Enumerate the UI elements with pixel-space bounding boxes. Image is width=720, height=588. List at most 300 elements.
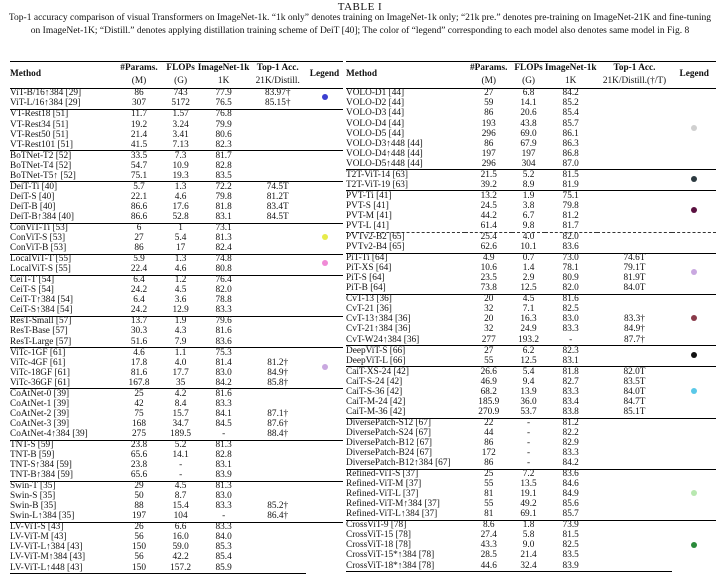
acc-21k-cell: 84.0T <box>623 283 646 294</box>
acc-21k-cell <box>249 563 306 574</box>
acc-21k-cell <box>249 265 306 276</box>
flops-cell: 743 <box>173 88 188 99</box>
method-cell: LV-ViT-L↑384 [43] <box>10 542 83 553</box>
flops-cell: 35 <box>175 377 186 388</box>
acc-21k-cell <box>597 191 673 202</box>
acc-1k-cell: 82.0 <box>215 285 232 296</box>
params-cell: 27 <box>484 88 494 99</box>
acc-21k-cell <box>597 561 673 572</box>
method-cell: LV-ViT-M [43] <box>10 532 67 543</box>
acc-1k-cell: 81.7 <box>562 220 579 231</box>
table-row <box>346 284 716 295</box>
table-row <box>10 409 343 419</box>
table-row <box>346 551 716 561</box>
acc-21k-cell: 85.1T <box>623 406 646 417</box>
acc-1k-cell: 85.4 <box>562 108 579 119</box>
method-cell: Swin-B [35] <box>10 501 57 512</box>
legend-cell <box>306 317 343 348</box>
acc-1k-cell: 78.1 <box>562 263 579 274</box>
flops-cell: 4.3 <box>174 326 187 337</box>
params-cell: 50 <box>134 491 144 502</box>
table-row <box>10 368 343 378</box>
method-cell: ConViT-S [53] <box>10 233 66 244</box>
legend-dot <box>322 364 328 370</box>
method-cell: CoAtNet-2 [39] <box>10 408 70 419</box>
acc-21k-cell: 83.3† <box>624 314 645 325</box>
acc-21k-cell <box>597 459 673 470</box>
acc-1k-cell: 85.6 <box>562 499 579 510</box>
acc-1k-cell: 84.9 <box>562 489 579 500</box>
params-cell: 23.5 <box>480 273 497 284</box>
method-cell: PVTv2-B4 [65] <box>346 242 405 253</box>
flops-cell: 14.1 <box>172 450 189 461</box>
flops-cell: - <box>179 460 183 471</box>
method-cell: Swin-L↑384 [35] <box>10 511 75 522</box>
params-cell: 5.9 <box>115 254 164 265</box>
acc-21k-cell <box>597 418 673 429</box>
acc-1k-cell: 75.1 <box>545 191 597 202</box>
params-cell: 43.3 <box>480 540 497 551</box>
acc-21k-cell: 87.1† <box>267 408 289 419</box>
params-cell: 27 <box>465 346 512 357</box>
acc-21k-cell <box>249 399 306 409</box>
method-cell: VOLO-D3↑448 [44] <box>346 138 423 149</box>
params-cell: 277 <box>481 334 496 345</box>
method-cell: ConViT-Ti [53] <box>10 223 115 234</box>
acc-1k-cell: 84.5 <box>215 418 232 429</box>
table-row <box>10 213 343 224</box>
acc-21k-cell <box>249 171 306 182</box>
flops-cell: 1.57 <box>163 110 197 121</box>
method-cell: BoTNet-T5↑ [52] <box>10 170 76 181</box>
params-cell: 270.9 <box>478 406 500 417</box>
legend-dot <box>322 234 328 240</box>
method-cell: CaiT-XS-24 [42] <box>346 367 465 378</box>
acc-1k-cell: 82.2 <box>562 427 579 438</box>
flops-cell: 15.4 <box>172 501 189 512</box>
flops-cell: 6.2 <box>512 346 545 357</box>
acc-1k-cell: 83.3 <box>562 386 579 397</box>
table-row <box>10 130 343 140</box>
acc-1k-cell: 85.9 <box>198 563 250 574</box>
params-cell: 197 <box>481 148 496 159</box>
acc-1k-cell: 83.3 <box>215 501 232 512</box>
acc-21k-cell <box>249 234 306 244</box>
flops-cell: 1.9 <box>512 191 545 202</box>
flops-cell: 1.9 <box>163 317 197 328</box>
acc-21k-cell: 84.0T <box>623 386 646 397</box>
acc-21k-cell <box>249 461 306 471</box>
acc-21k-cell: 85.8† <box>267 377 289 388</box>
flops-cell: 4.2 <box>163 389 197 400</box>
table-row <box>10 182 343 193</box>
params-cell: 32 <box>484 324 494 335</box>
method-cell: PVT-S [41] <box>346 200 389 211</box>
flops-cell: 69.0 <box>520 128 537 139</box>
method-cell: DeepViT-S [66] <box>346 346 465 357</box>
header-legend: Legend <box>679 69 709 80</box>
method-cell: PiT-XS [64] <box>346 263 392 274</box>
acc-1k-cell: 83.0 <box>215 491 232 502</box>
acc-1k-cell: 83.9 <box>545 561 597 572</box>
params-cell: 24.2 <box>130 305 148 316</box>
acc-1k-cell: 81.3 <box>198 481 250 492</box>
acc-1k-cell: 83.6 <box>562 242 579 253</box>
flops-cell: 2.9 <box>522 273 535 284</box>
method-cell: BoTNet-T4 [52] <box>10 160 72 171</box>
acc-1k-cell: 86.3 <box>562 138 579 149</box>
table-row <box>10 171 343 182</box>
params-cell: 20 <box>465 294 512 305</box>
acc-21k-cell: 85.2† <box>267 501 289 512</box>
params-cell: 22.4 <box>130 264 148 275</box>
acc-21k-cell <box>249 254 306 265</box>
method-cell: ResT-Base [57] <box>10 326 68 337</box>
acc-21k-cell <box>249 553 306 563</box>
acc-1k-cell: 83.0 <box>215 367 232 378</box>
params-cell: 6 <box>115 223 164 234</box>
flops-cell: 5172 <box>171 98 190 109</box>
flops-cell: 5.2 <box>163 440 197 451</box>
flops-cell: 17 <box>175 243 186 254</box>
method-cell: ResT-Large [57] <box>10 336 72 347</box>
method-cell: CeiT-T↑384 [54] <box>10 295 73 306</box>
params-cell: 55 <box>484 499 494 510</box>
acc-21k-cell <box>597 202 673 212</box>
table-row <box>346 191 716 202</box>
legend-cell <box>672 294 716 345</box>
acc-1k-cell: 84.0 <box>215 532 232 543</box>
acc-1k-cell: 81.6 <box>198 389 250 400</box>
table-row <box>346 459 716 470</box>
method-cell: ConViT-B [53] <box>10 243 67 254</box>
legend-dot <box>691 542 697 548</box>
method-cell: ViT-L/16↑384 [29] <box>10 98 81 109</box>
method-cell: CrossViT-18 [78] <box>346 540 411 551</box>
flops-cell: 4.0 <box>174 357 187 368</box>
params-cell: 44.6 <box>465 561 512 572</box>
flops-cell: 4.0 <box>512 232 545 243</box>
acc-21k-cell: 83.5T <box>623 376 646 387</box>
acc-21k-cell: 81.9T <box>623 273 646 284</box>
params-cell: 19.2 <box>130 119 148 130</box>
method-cell: CvT-W24↑384 [36] <box>346 334 420 345</box>
acc-21k-cell <box>249 151 306 162</box>
acc-21k-cell <box>597 490 673 500</box>
params-cell: 86 <box>484 108 494 119</box>
flops-cell: 1 <box>163 223 197 234</box>
table-row <box>346 180 716 191</box>
table-number: TABLE I <box>337 1 383 13</box>
flops-cell: 4.5 <box>512 294 545 305</box>
params-cell: 81 <box>484 489 494 500</box>
header-1k: 1K <box>217 75 230 86</box>
method-cell: VOLO-D5↑448 [44] <box>346 158 423 169</box>
params-cell: 167.8 <box>128 377 150 388</box>
acc-21k-cell <box>597 510 673 521</box>
acc-1k-cell: 81.7 <box>198 151 250 162</box>
method-cell: TNT-B↑384 [59] <box>10 470 73 481</box>
method-cell: CeiT-T [54] <box>10 275 115 286</box>
params-cell: 62.6 <box>480 242 497 253</box>
params-cell: 86.6 <box>130 211 148 222</box>
params-cell: 68.2 <box>480 386 497 397</box>
acc-21k-cell: 85.15† <box>264 98 291 109</box>
acc-21k-cell <box>249 533 306 543</box>
acc-21k-cell <box>597 469 673 480</box>
acc-1k-cell: 73.9 <box>545 520 597 531</box>
params-cell: 86 <box>484 138 494 149</box>
params-cell: 65.6 <box>130 470 148 481</box>
flops-cell: 4.5 <box>174 285 187 296</box>
acc-1k-cell: 83.4 <box>562 396 579 407</box>
acc-21k-cell <box>597 551 673 561</box>
acc-21k-cell <box>597 449 673 459</box>
legend-dot <box>322 260 328 266</box>
acc-21k-cell <box>597 500 673 510</box>
table-caption: Top-1 accuracy comparison of visual Transformers on ImageNet-1k. “1k only” denotes training on ImageNet-1k only; “21k pre.” denotes pre-training on ImageNet-21K and fine-tuning on ImageNet-1K; “Distill.” denotes applying distillation training scheme of DeiT [40]; The color of “legend” corresponding to each model also denotes same model in Fig. 8 <box>8 13 712 36</box>
flops-cell: 9.0 <box>522 540 535 551</box>
acc-1k-cell: 83.3 <box>215 305 232 316</box>
flops-cell: 5.8 <box>522 530 535 541</box>
acc-1k-cell: 84.2 <box>215 377 232 388</box>
acc-1k-cell: 73.1 <box>198 223 250 234</box>
params-cell: 8.6 <box>465 520 512 531</box>
legend-cell <box>306 223 343 254</box>
flops-cell: 34.7 <box>172 418 189 429</box>
method-cell: ViTc-1GF [61] <box>10 348 115 359</box>
params-cell: 46.9 <box>480 376 497 387</box>
flops-cell: 15.7 <box>172 408 189 419</box>
table-row <box>10 471 343 482</box>
table-row <box>10 553 343 563</box>
params-cell: 193 <box>481 118 496 129</box>
params-cell: 21.5 <box>465 170 512 181</box>
params-cell: 25 <box>115 389 164 400</box>
flops-cell: 1.1 <box>163 348 197 359</box>
acc-21k-cell: 84.7T <box>623 396 646 407</box>
table-row <box>10 389 343 400</box>
acc-1k-cell: 80.8 <box>215 264 232 275</box>
acc-1k-cell: 83.1 <box>215 460 232 471</box>
acc-1k-cell: 79.6 <box>198 317 250 328</box>
header-params-unit: (M) <box>131 75 147 86</box>
flops-cell: 5.4 <box>512 367 545 378</box>
method-cell: CoAtNet-0 [39] <box>10 389 115 400</box>
params-cell: 44 <box>484 427 494 438</box>
table-row <box>10 348 343 359</box>
acc-21k-cell <box>249 120 306 130</box>
acc-1k-cell: 82.3 <box>545 346 597 357</box>
legend-cell <box>672 346 716 367</box>
method-cell: CrossViT-9 [78] <box>346 520 465 531</box>
params-cell: 59 <box>484 98 494 109</box>
method-cell: CaiT-S-24 [42] <box>346 376 403 387</box>
legend-dot <box>691 352 697 358</box>
acc-21k-cell: 88.4† <box>267 428 289 439</box>
method-cell: CaiT-M-24 [42] <box>346 396 406 407</box>
params-cell: 23.8 <box>130 460 148 471</box>
table-row <box>346 129 716 139</box>
flops-cell: 13.5 <box>520 479 537 490</box>
flops-cell: 24.9 <box>520 324 537 335</box>
table-row <box>346 335 716 346</box>
flops-cell: 10.1 <box>520 242 537 253</box>
header-flops: FLOPs <box>166 62 195 73</box>
legend-cell <box>672 232 716 253</box>
flops-cell: 193.2 <box>518 334 540 345</box>
acc-1k-cell: 83.5 <box>562 550 579 561</box>
method-cell: T2T-ViT-19 [63] <box>346 179 409 190</box>
method-cell: DiversePatch-B12↑384 [67] <box>346 458 451 469</box>
params-cell: 86 <box>134 243 144 254</box>
flops-cell: 9.8 <box>522 220 535 231</box>
acc-21k-cell: 84.9† <box>624 324 645 335</box>
acc-1k-cell: 83.5 <box>215 170 232 181</box>
params-cell: 13.2 <box>465 191 512 202</box>
flops-cell: 1.4 <box>522 263 535 274</box>
params-cell: 55 <box>484 355 494 366</box>
legend-cell <box>306 481 343 522</box>
acc-1k-cell: 78.8 <box>215 295 232 306</box>
method-cell: ResT-Small [57] <box>10 317 115 328</box>
header-legend: Legend <box>309 69 340 80</box>
acc-21k-cell: 84.5T <box>266 211 289 222</box>
params-cell: 29 <box>115 481 164 492</box>
acc-21k-cell <box>249 244 306 255</box>
params-cell: 150 <box>115 563 164 574</box>
flops-cell: 69.1 <box>520 509 537 520</box>
acc-21k-cell: 84.9† <box>267 367 289 378</box>
flops-cell: 43.8 <box>520 118 537 129</box>
flops-cell: 5.2 <box>512 170 545 181</box>
method-cell: CrossViT-15*↑384 [78] <box>346 550 435 561</box>
header-params: #Params. <box>470 62 508 73</box>
acc-21k-cell <box>249 348 306 359</box>
acc-21k-cell <box>597 429 673 439</box>
table-row <box>346 139 716 149</box>
table-row <box>346 243 716 254</box>
params-cell: 75.1 <box>130 170 148 181</box>
acc-1k-cell: 83.1 <box>562 355 579 366</box>
flops-cell: 20.6 <box>520 108 537 119</box>
legend-dot <box>322 94 328 100</box>
acc-1k-cell: 84.6 <box>562 479 579 490</box>
method-cell: DeiT-B [40] <box>10 201 56 212</box>
acc-1k-cell: 84.1 <box>215 408 232 419</box>
acc-21k-cell <box>597 232 673 243</box>
method-cell: PVT-Ti [41] <box>346 191 465 202</box>
acc-1k-cell: 84.2 <box>562 458 579 469</box>
acc-1k-cell: 76.4 <box>198 275 250 286</box>
table-row <box>10 337 343 348</box>
flops-cell: 3.6 <box>174 295 187 306</box>
method-cell: T2T-ViT-14 [63] <box>346 170 465 181</box>
acc-21k-cell <box>249 451 306 461</box>
flops-cell: 52.8 <box>172 211 189 222</box>
header-top1: Top-1 Acc. <box>256 62 299 73</box>
flops-cell: 1.2 <box>163 275 197 286</box>
header-21k: 21K/Distill. <box>255 75 300 86</box>
acc-21k-cell <box>249 306 306 317</box>
params-cell: 26 <box>115 522 164 533</box>
method-cell: VOLO-D5 [44] <box>346 128 405 139</box>
params-cell: 13.7 <box>115 317 164 328</box>
legend-cell <box>306 275 343 316</box>
acc-1k-cell: 81.6 <box>215 326 232 337</box>
method-cell: PVTv2-B2 [65] <box>346 232 465 243</box>
flops-cell: 7.1 <box>522 304 535 315</box>
params-cell: 307 <box>132 98 146 109</box>
flops-cell: 16.3 <box>520 314 537 325</box>
acc-21k-cell <box>249 317 306 328</box>
acc-1k-cell: 83.8 <box>562 406 579 417</box>
table-row <box>346 159 716 170</box>
legend-cell <box>672 253 716 294</box>
flops-cell: 12.5 <box>520 355 537 366</box>
acc-1k-cell: 81.8 <box>215 201 232 212</box>
method-cell: DeiT-S [40] <box>10 191 55 202</box>
legend-cell <box>306 389 343 440</box>
acc-1k-cell: 82.7 <box>562 376 579 387</box>
params-cell: 21.4 <box>130 129 148 140</box>
flops-cell: 1.3 <box>163 254 197 265</box>
acc-21k-cell <box>597 541 673 551</box>
method-cell: CoAtNet-4↑384 [39] <box>10 428 88 439</box>
table-row <box>346 367 716 378</box>
table-row <box>10 563 343 574</box>
acc-21k-cell <box>597 212 673 222</box>
acc-1k-cell: 74.8 <box>198 254 250 265</box>
flops-cell: - <box>179 470 183 481</box>
params-cell: 296 <box>481 158 496 169</box>
params-cell: 86 <box>484 437 494 448</box>
params-cell: 75 <box>134 408 144 419</box>
params-cell: 86.6 <box>130 201 148 212</box>
acc-21k-cell <box>597 356 673 367</box>
params-cell: 81.6 <box>130 367 148 378</box>
acc-1k-cell: 82.5 <box>562 304 579 315</box>
params-cell: 32 <box>484 304 494 315</box>
legend-cell <box>672 367 716 418</box>
acc-1k-cell: 83.3 <box>562 324 579 335</box>
method-cell: PiT-S [64] <box>346 273 385 284</box>
header-imagenet: ImageNet-1k <box>197 62 250 73</box>
acc-1k-cell: 81.3 <box>198 440 250 451</box>
flops-cell: 8.7 <box>174 491 187 502</box>
acc-1k-cell: 85.7 <box>562 118 579 129</box>
legend-dot <box>691 176 697 182</box>
acc-21k-cell: 74.6T <box>597 253 673 264</box>
acc-1k-cell: 84.2 <box>562 88 579 99</box>
params-cell: 86 <box>134 88 144 99</box>
params-cell: 54.7 <box>130 160 148 171</box>
flops-cell: 157.2 <box>163 563 197 574</box>
method-cell: LocalViT-S [55] <box>10 264 71 275</box>
acc-21k-cell <box>597 119 673 129</box>
acc-1k-cell: 73.0 <box>545 253 597 264</box>
params-cell: 26.6 <box>465 367 512 378</box>
params-cell: 197 <box>132 511 146 522</box>
flops-cell: 19.1 <box>520 489 537 500</box>
flops-cell: 32.4 <box>512 561 545 572</box>
params-cell: 88 <box>134 501 144 512</box>
acc-21k-cell <box>249 130 306 140</box>
table-row <box>10 265 343 276</box>
acc-21k-cell <box>249 471 306 482</box>
acc-1k-cell: 82.0 <box>545 232 597 243</box>
params-cell: 39.2 <box>480 179 497 190</box>
